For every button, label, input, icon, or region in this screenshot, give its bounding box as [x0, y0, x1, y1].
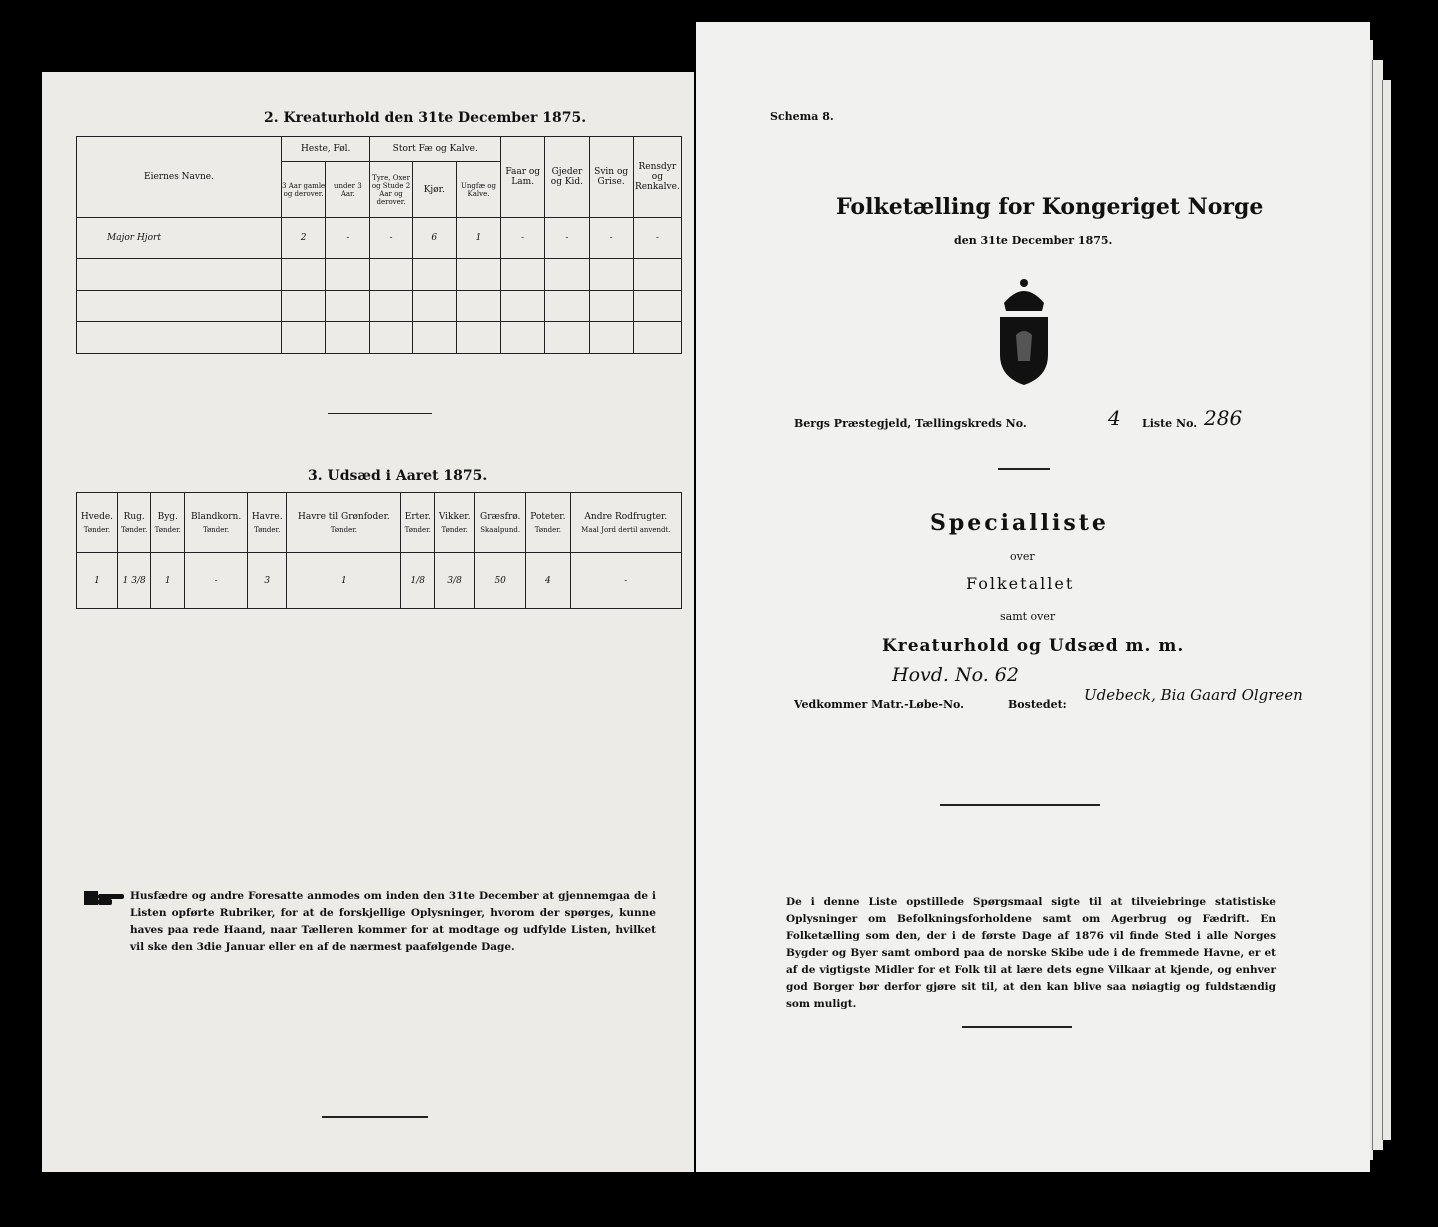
header-reindeer: Rensdyr og Renkalve. [633, 137, 681, 218]
divider [328, 413, 432, 414]
owner-name: Major Hjort [77, 218, 282, 259]
seed-value: 1 [151, 553, 185, 609]
header-sheep: Faar og Lam. [501, 137, 545, 218]
seed-header-unit: Tønder. [330, 525, 358, 534]
seed-header-name: Hvede. [80, 511, 114, 522]
seed-header-unit: Skaalpund. [480, 525, 521, 534]
list-label: Liste No. [1142, 417, 1198, 430]
samt-over-label: samt over [1000, 610, 1056, 623]
seed-header [287, 493, 401, 553]
seed-header [151, 493, 185, 553]
seed-header-unit: Tønder. [254, 525, 281, 534]
cell-cows: 6 [412, 218, 456, 259]
seed-header-unit: Tønder. [441, 525, 468, 534]
section3-title: 3. Udsæd i Aaret 1875. [308, 468, 488, 484]
right-page [696, 22, 1370, 1172]
seed-value: 1 [287, 553, 401, 609]
seed-header-name: Græsfrø. [480, 511, 521, 522]
specialliste-heading: Specialliste [930, 510, 1109, 536]
seed-value: 1 3/8 [117, 553, 151, 609]
matr-value: Hovd. No. 62 [892, 664, 1019, 686]
header-pigs: Svin og Grise. [589, 137, 633, 218]
seed-header-unit: Maal Jord dertil anvendt. [581, 525, 671, 534]
cell-horses-young: - [326, 218, 370, 259]
seed-header-name: Blandkorn. [190, 511, 242, 522]
table-row [77, 290, 682, 322]
seed-header [435, 493, 475, 553]
over-label: over [1010, 550, 1035, 563]
page-date: den 31te December 1875. [954, 234, 1113, 247]
header-horses: Heste, Føl. [282, 137, 370, 162]
folketallet-heading: Folketallet [966, 574, 1075, 593]
seed-header-name: Erter. [404, 511, 431, 522]
pointing-hand-icon [84, 888, 128, 908]
cell-oxen: - [370, 218, 412, 259]
cell-goats: - [545, 218, 589, 259]
seed-header-name: Byg. [157, 511, 178, 522]
left-page [42, 72, 694, 1172]
seed-value: 3 [248, 553, 287, 609]
seed-header-name: Havre. [251, 511, 283, 522]
divider [940, 804, 1100, 806]
seed-header-name: Rug. [123, 511, 145, 522]
seed-header-unit: Tønder. [534, 525, 562, 534]
coat-of-arms-icon [992, 277, 1056, 387]
table-row [77, 218, 682, 259]
seed-header-name: Havre til Grønfoder. [298, 511, 390, 522]
seed-header-name: Vikker. [438, 511, 471, 522]
matr-label: Vedkommer Matr.-Løbe-No. [794, 698, 964, 711]
page-title: Folketælling for Kongeriget Norge [836, 194, 1264, 220]
schema-label: Schema 8. [770, 110, 834, 123]
seed-header-unit: Tønder. [154, 525, 181, 534]
divider [998, 468, 1050, 470]
seed-value: 1/8 [401, 553, 435, 609]
seed-header-unit: Tønder. [121, 525, 148, 534]
livestock-table [76, 136, 682, 354]
seed-value: 3/8 [435, 553, 475, 609]
list-number: 286 [1204, 406, 1243, 430]
table-row [77, 553, 682, 609]
cell-reindeer: - [633, 218, 681, 259]
bosted-label: Bostedet: [1008, 698, 1067, 711]
header-horses-young: under 3 Aar. [326, 161, 370, 218]
seed-header [475, 493, 526, 553]
seed-header-unit: Tønder. [202, 525, 230, 534]
header-horses-old: 3 Aar gamle og derover. [282, 161, 326, 218]
seed-value: 1 [77, 553, 118, 609]
info-text: De i denne Liste opstillede Spørgsmaal sigte til at tilveiebringe statistiske Oplysninger om Befolkningsforholdene samt om Agerbrug og Fædrift. En Folketælling som den, der i de første Dage af 1876 vil finde Sted i alle Norges Bygder og Byer samt ombord paa de norske Skibe ude i de fremmede Havne, er et af de vigtigste Midler for et Folk til at lære dets egne Vilkaar at kjende, og enhver god Borger bør derfor gjøre sit til, at den kan blive saa nøiagtig og fuldstændig som muligt. [786, 896, 1276, 1010]
seed-header [77, 493, 118, 553]
header-oxen: Tyre, Oxer og Stude 2 Aar og derover. [370, 161, 412, 218]
cell-young-cattle: 1 [456, 218, 500, 259]
seed-header-unit: Tønder. [83, 525, 111, 534]
kreaturhold-heading: Kreaturhold og Udsæd m. m. [882, 636, 1185, 656]
header-young-cattle: Ungfæ og Kalve. [456, 161, 500, 218]
seed-header-unit: Tønder. [404, 525, 431, 534]
seed-value: - [185, 553, 248, 609]
cell-pigs: - [589, 218, 633, 259]
seed-table [76, 492, 682, 609]
table-row [77, 322, 682, 354]
divider [322, 1116, 428, 1118]
seed-header [185, 493, 248, 553]
header-goats: Gjeder og Kid. [545, 137, 589, 218]
seed-header [526, 493, 571, 553]
seed-value: 4 [526, 553, 571, 609]
section2-title: 2. Kreaturhold den 31te December 1875. [264, 110, 587, 126]
page-edge [1382, 80, 1391, 1140]
notice-text: Husfædre og andre Foresatte anmodes om inden den 31te December at gjennemgaa de i Listen opførte Rubriker, for at de forskjellige Oplysninger, hvorom der spørges, kunne haves paa rede Haand, naar Tælleren kommer for at modtage og udfylde Listen, hvilket vil ske den 3die Januar eller en af de nærmest paafølgende Dage. [130, 890, 656, 953]
seed-header-name: Andre Rodfrugter. [584, 511, 668, 522]
header-cattle: Stort Fæ og Kalve. [370, 137, 501, 162]
bosted-value: Udebeck, Bia Gaard Olgreen [1084, 686, 1303, 704]
cell-horses-old: 2 [282, 218, 326, 259]
seed-header [570, 493, 681, 553]
divider [962, 1026, 1072, 1028]
seed-value: 50 [475, 553, 526, 609]
seed-header [401, 493, 435, 553]
seed-header [117, 493, 151, 553]
table-row [77, 259, 682, 291]
seed-header-name: Poteter. [530, 511, 566, 522]
parish-label: Bergs Præstegjeld, Tællingskreds No. [794, 417, 1027, 430]
header-cows: Kjør. [412, 161, 456, 218]
cell-sheep: - [501, 218, 545, 259]
district-number: 4 [1108, 406, 1121, 430]
seed-value: - [570, 553, 681, 609]
header-owner: Eiernes Navne. [77, 137, 282, 218]
seed-header [248, 493, 287, 553]
